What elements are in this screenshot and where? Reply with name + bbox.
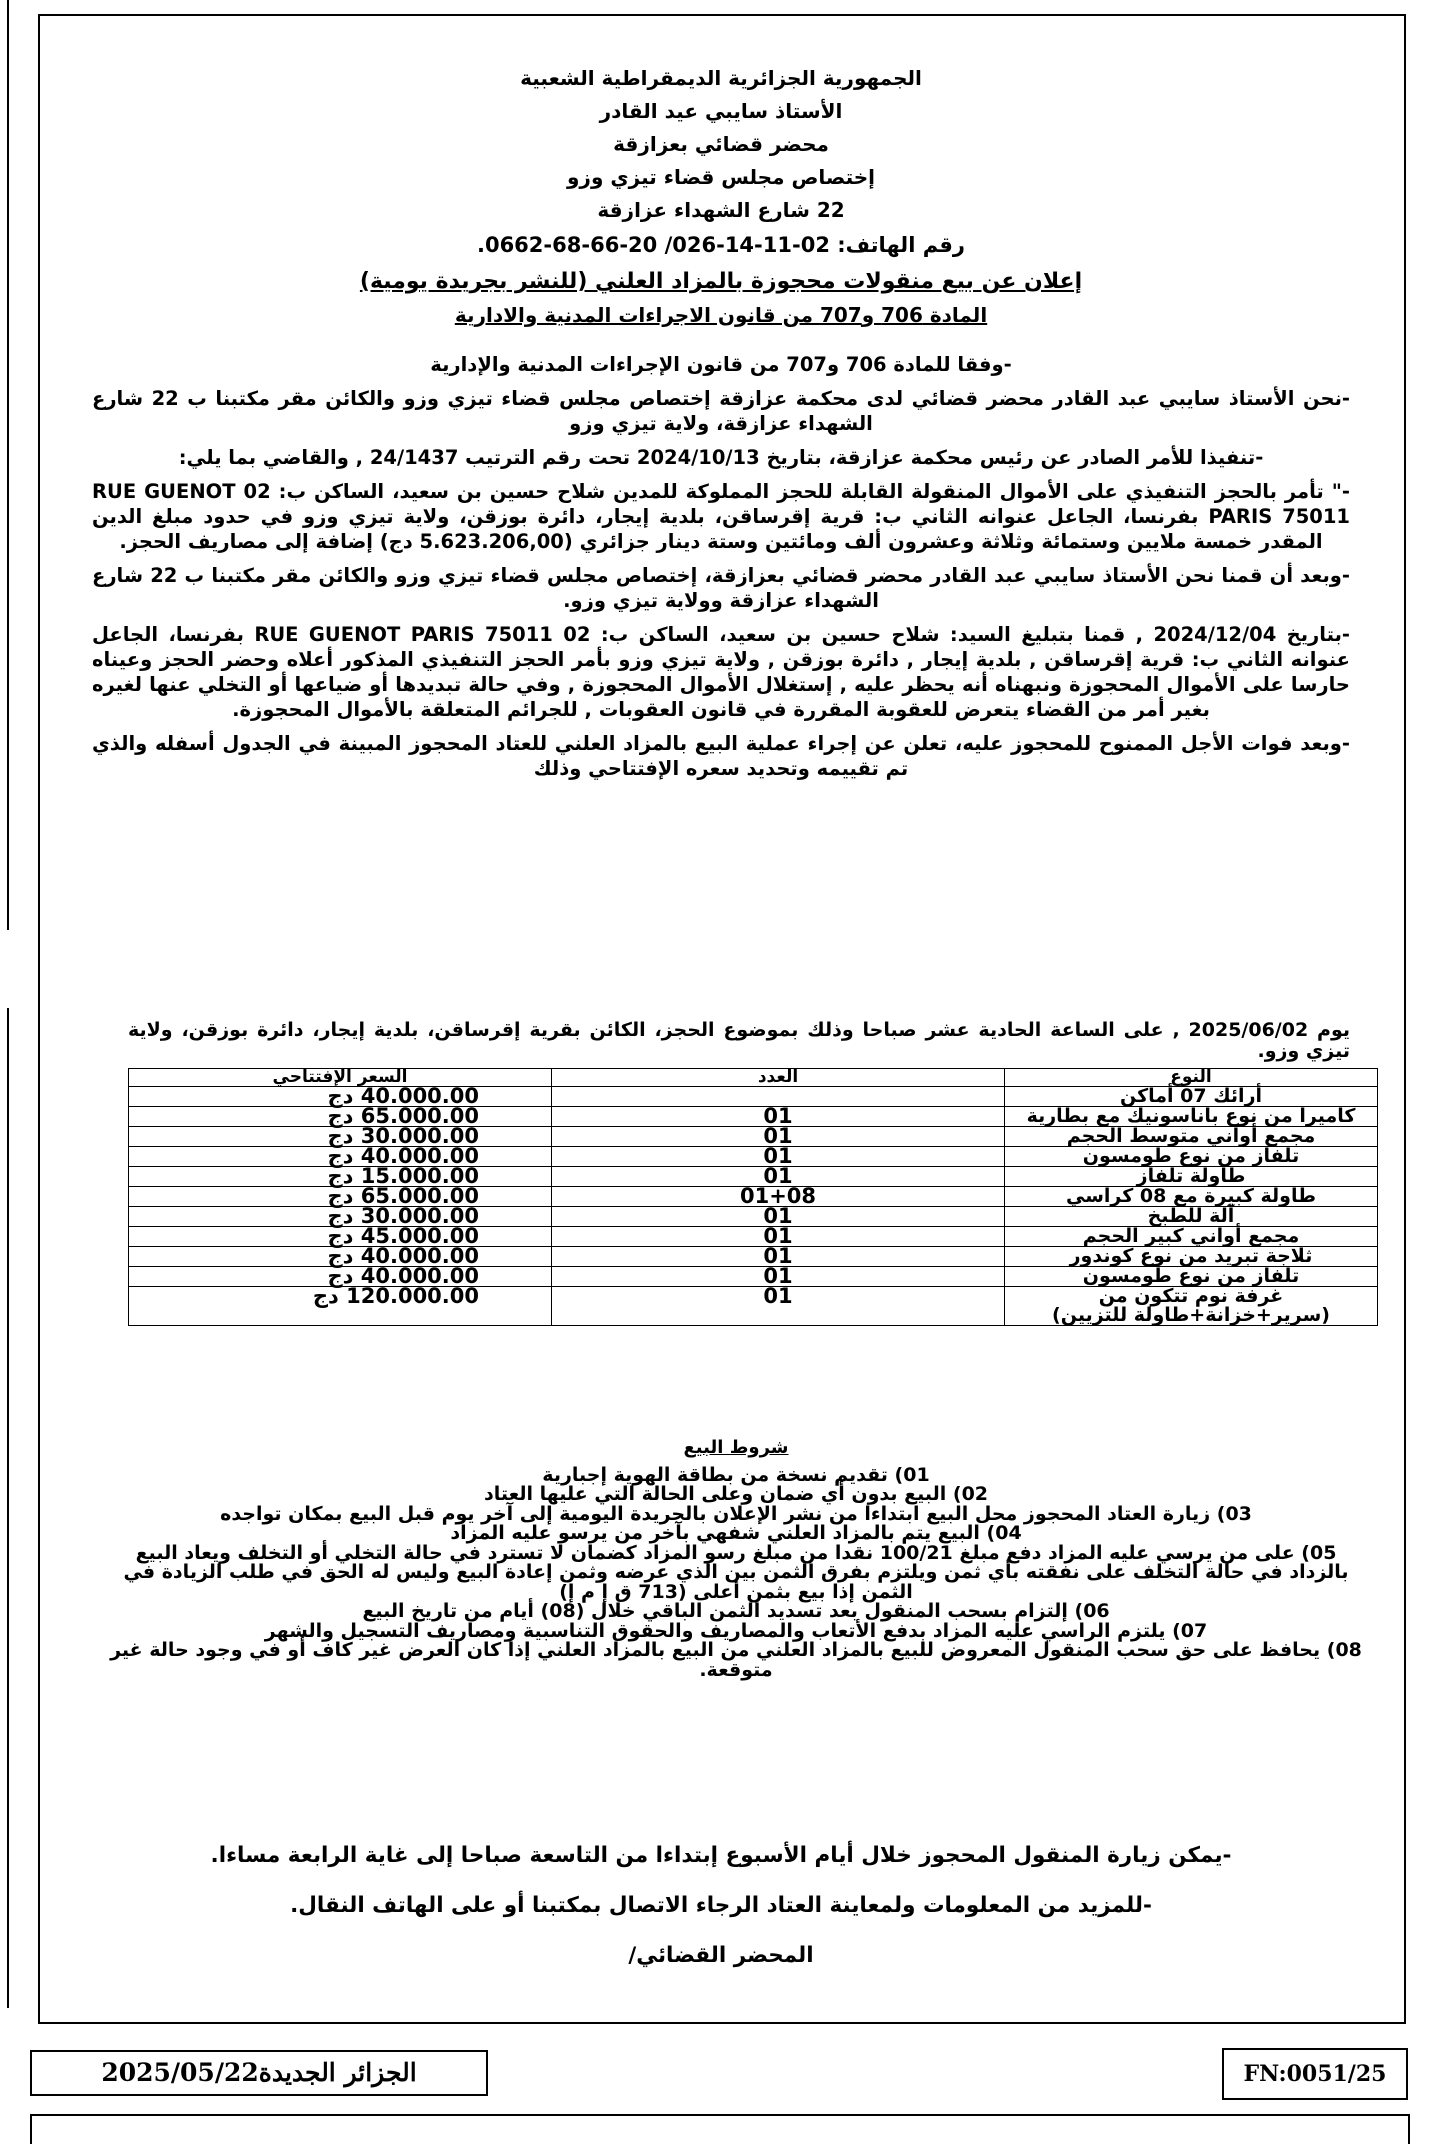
item-type-cell: طاولة كبيرة مع 08 كراسي: [1005, 1187, 1378, 1207]
item-price-cell: 40.000.00 دج: [129, 1147, 552, 1167]
item-count-cell: 01: [552, 1267, 1005, 1287]
table-row: [129, 1247, 1378, 1267]
count-header: العدد: [552, 1069, 1005, 1087]
phone-numbers: رقم الهاتف: 02-11-14-026/ 20-66-68-0662.: [476, 233, 966, 257]
item-type-cell: ثلاجة تبريد من نوع كوندور: [1005, 1247, 1378, 1267]
body-paragraph: -بتاريخ 2024/12/04 , قمنا بتبليغ السيد: شلاح حسين بن سعيد، الساكن ب: 02 RUE GUENOT PARIS 75011 بفرنسا، الجاعل عنوانه الثاني ب: قرية إقرساقن , بلدية إيجار , دائرة بوزقن , ولاية تيزي وزو بأمر الحجز التنفيذي المذكور أعلاه وحضر الحجز وعيناه حارسا على الأموال المحجوزة ونبهناه أنه يحظر عليه , إستغلال الأموال المحجوزة , وفي حالة تبديدها أو ضياعها أو التخلي عنها لغيره بغير أمر من القضاء يتعرض للعقوبة المقررة في قانون العقوبات , للجرائم المتعلقة بالأموال المحجوزة.: [92, 623, 1350, 721]
table-row: [129, 1207, 1378, 1227]
price-header: السعر الإفتتاحي: [129, 1069, 552, 1087]
publication-date: 2025/05/22: [101, 2058, 259, 2087]
item-price-cell: 40.000.00 دج: [129, 1267, 552, 1287]
table-row: [129, 1227, 1378, 1247]
reference-number: FN:0051/25: [1243, 2061, 1387, 2087]
table-row: [129, 1107, 1378, 1127]
condition-item: 06) إلتزام بسحب المنقول بعد تسديد الثمن الباقي خلال (08) أيام من تاريخ البيع: [362, 1600, 1110, 1622]
item-price-cell: 45.000.00 دج: [129, 1227, 552, 1247]
table-row: [129, 1127, 1378, 1147]
item-price-cell: 65.000.00 دج: [129, 1187, 552, 1207]
condition-item: 01) تقديم نسخة من بطاقة الهوية إجبارية: [542, 1463, 930, 1486]
sale-conditions: [110, 1438, 1362, 1680]
item-count-cell: 01: [552, 1127, 1005, 1147]
condition-item: 02) البيع بدون أي ضمان وعلى الحالة التي عليها العتاد: [483, 1483, 989, 1505]
item-type-cell: تلفاز من نوع طومسون: [1005, 1267, 1378, 1287]
body-paragraph: -نحن الأستاذ سايبي عبد القادر محضر قضائي لدى محكمة عزازقة إختصاص مجلس قضاء تيزي وزو والكائن مقر مكتبنا ب 22 شارع الشهداء عزازقة، ولاية تيزي وزو: [92, 387, 1350, 435]
office-address: 22 شارع الشهداء عزازقة: [597, 198, 845, 222]
table-row: [129, 1287, 1378, 1326]
announcement-title: إعلان عن بيع منقولات محجوزة بالمزاد العلني (للنشر بجريدة يومية): [359, 269, 1083, 294]
republic-name: الجمهورية الجزائرية الديمقراطية الشعبية: [520, 66, 922, 90]
item-count-cell: 01+08: [552, 1187, 1005, 1207]
newspaper-box: [30, 2050, 488, 2096]
contact-note: -للمزيد من المعلومات ولمعاينة العتاد الرجاء الاتصال بمكتبنا أو على الهاتف النقال.: [290, 1893, 1152, 1918]
auction-date-location: يوم 2025/06/02 , على الساعة الحادية عشر صباحا وذلك بموضوع الحجز، الكائن بقرية إقرساقن، بلدية إيجار، دائرة بوزقن، ولاية تيزي وزو.: [128, 1019, 1350, 1062]
visit-note: -يمكن زيارة المنقول المحجوز خلال أيام الأسبوع إبتداءا من التاسعة صباحا إلى غاية الرابعة مساءا.: [210, 1843, 1232, 1868]
condition-item: 05) على من يرسي عليه المزاد دفع مبلغ 100/21 نقدا من مبلغ رسو المزاد كضمان لا تسترد في حالة التخلي أو التخلف ويعاد البيع بالزداد في حالة التخلف على نفقته بأي ثمن ويلتزم بفرق الثمن بين الذي عرضه وثمن إعادة البيع وليس له الحق في طلب الزيادة في الثمن إذا بيع بثمن أعلى (713 ق إ م إ): [123, 1541, 1349, 1603]
items-table-body: [129, 1084, 1378, 1326]
item-type-cell: أرائك 07 أماكن: [1005, 1087, 1378, 1107]
item-type-cell: كاميرا من نوع باناسونيك مع بطارية: [1005, 1107, 1378, 1127]
signature-line: المحضر القضائي/: [628, 1943, 814, 1968]
body-paragraph: -وفقا للمادة 706 و707 من قانون الإجراءات المدنية والإدارية: [430, 353, 1012, 376]
item-type-cell: غرفة نوم تتكون من (سرير+خزانة+طاولة للتزيين): [1005, 1287, 1378, 1326]
closing-notes: [160, 1836, 1282, 1986]
item-type-cell: مجمع أواني كبير الحجم: [1005, 1227, 1378, 1247]
item-count-cell: 01: [552, 1147, 1005, 1167]
item-type-cell: آلة للطبخ: [1005, 1207, 1378, 1227]
condition-item: 07) يلتزم الراسي عليه المزاد بدفع الأتعاب والمصاريف والحقوق التناسبية ومصاريف التسجيل والشهر: [264, 1619, 1208, 1642]
type-header: النوع: [1005, 1069, 1378, 1087]
item-count-cell: 01: [552, 1227, 1005, 1247]
edge-segment: [0, 1008, 9, 2008]
newspaper-name: الجزائر الجديدة: [258, 2058, 417, 2087]
legal-reference: المادة 706 و707 من قانون الاجراءات المدنية والادارية: [454, 303, 988, 327]
item-price-cell: 40.000.00 دج: [129, 1247, 552, 1267]
condition-item: 08) يحافظ على حق سحب المنقول المعروض للبيع بالمزاد العلني من البيع بالمزاد العلني إذا كان العرض غير كاف أو في وجود حالة غير متوقعة.: [110, 1639, 1362, 1681]
body-paragraph: -" تأمر بالحجز التنفيذي على الأموال المنقولة القابلة للحجز المملوكة للمدين شلاح حسين بن سعيد، الساكن ب: 02 RUE GUENOT PARIS 75011 بفرنسا، الجاعل عنوانه الثاني ب: قرية إقرساقن، بلدية إيجار، دائرة بوزقن، ولاية تيزي وزو في حدود مبلغ الدين المقدر خمسة ملايين وستمائة وثلاثة وعشرون ألف ومائتين وستة دينار جزائري (5.623.206,00 دج) إضافة إلى مصاريف الحجز.: [92, 480, 1350, 553]
table-row: [129, 1087, 1378, 1107]
conditions-title: شروط البيع: [683, 1437, 789, 1458]
table-row: [129, 1187, 1378, 1207]
table-row: [129, 1147, 1378, 1167]
item-price-cell: 30.000.00 دج: [129, 1207, 552, 1227]
next-article-border: [30, 2114, 1410, 2144]
item-type-cell: طاولة تلفاز: [1005, 1167, 1378, 1187]
items-table: [128, 1068, 1378, 1326]
condition-item: 03) زيارة العتاد المحجوز محل البيع ابتداءا من نشر الإعلان بالجريدة اليومية إلى آخر يوم قبل البيع بمكان تواجده: [220, 1502, 1252, 1525]
table-header-row: [129, 1069, 1378, 1087]
bailiff-name: الأستاذ سايبي عيد القادر: [599, 99, 843, 123]
item-price-cell: 30.000.00 دج: [129, 1127, 552, 1147]
item-price-cell: 15.000.00 دج: [129, 1167, 552, 1187]
reference-box: [1222, 2048, 1408, 2100]
page-edge: [0, 0, 8, 2128]
item-price-cell: 65.000.00 دج: [129, 1107, 552, 1127]
condition-item: 04) البيع يتم بالمزاد العلني شفهي بآخر من يرسو عليه المزاد: [450, 1522, 1022, 1544]
conditions-list: [110, 1463, 1362, 1681]
item-price-cell: 120.000.00 دج: [129, 1287, 552, 1326]
item-count-cell: 01: [552, 1287, 1005, 1326]
item-price-cell: 40.000.00 دج: [129, 1087, 552, 1107]
item-count-cell: 01: [552, 1207, 1005, 1227]
item-count-cell: 01: [552, 1167, 1005, 1187]
item-count-cell: 01: [552, 1107, 1005, 1127]
item-type-cell: مجمع أواني متوسط الحجم: [1005, 1127, 1378, 1147]
announcement-body: [92, 352, 1350, 790]
jurisdiction: إختصاص مجلس قضاء تيزي وزو: [567, 165, 875, 189]
body-paragraph: -وبعد أن قمنا نحن الأستاذ سايبي عبد القادر محضر قضائي بعزازقة، إختصاص مجلس قضاء تيزي وزو والكائن مقر مكتبنا ب 22 شارع الشهداء عزازقة وولاية تيزي وزو.: [92, 564, 1350, 612]
office-name: محضر قضائي بعزازقة: [613, 132, 829, 156]
item-count-cell: 01: [552, 1247, 1005, 1267]
letterhead: [60, 62, 1382, 331]
edge-segment: [0, 0, 9, 930]
item-type-cell: تلفاز من نوع طومسون: [1005, 1147, 1378, 1167]
body-paragraph: -وبعد فوات الأجل الممنوح للمحجوز عليه، تعلن عن إجراء عملية البيع بالمزاد العلني للعتاد المحجوز المبينة في الجدول أسفله والذي تم تقييمه وتحديد سعره الإفتتاحي وذلك: [92, 732, 1350, 780]
body-paragraph: -تنفيذا للأمر الصادر عن رئيس محكمة عزازقة، بتاريخ 2024/10/13 تحت رقم الترتيب 24/1437 , والقاضي بما يلي:: [178, 446, 1264, 469]
